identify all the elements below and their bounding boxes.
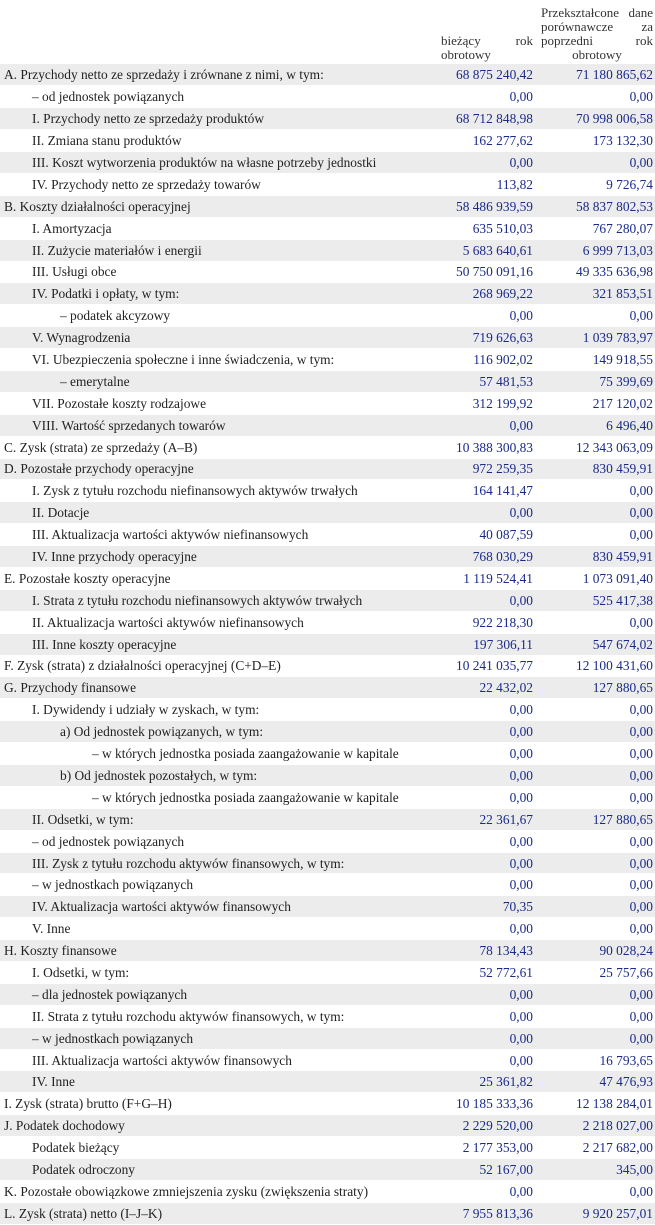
current-year-value: 0,00	[437, 1027, 535, 1049]
previous-year-value: 90 028,24	[535, 940, 655, 962]
table-row	[0, 830, 655, 852]
current-year-value: 0,00	[437, 830, 535, 852]
table-row	[0, 567, 655, 589]
previous-year-value: 149 918,55	[535, 349, 655, 371]
table-row	[0, 918, 655, 940]
row-label: E. Pozostałe koszty operacyjne	[0, 567, 437, 589]
row-label: II. Aktualizacja wartości aktywów niefinansowych	[0, 611, 437, 633]
current-year-value: 0,00	[437, 721, 535, 743]
previous-year-value: 0,00	[535, 830, 655, 852]
table-row	[0, 370, 655, 392]
previous-year-value: 16 793,65	[535, 1049, 655, 1071]
previous-year-value: 71 180 865,62	[535, 64, 655, 86]
previous-year-value: 547 674,02	[535, 633, 655, 655]
table-row	[0, 195, 655, 217]
table-row	[0, 392, 655, 414]
previous-year-value: 49 335 636,98	[535, 261, 655, 283]
row-label: I. Zysk z tytułu rozchodu niefinansowych aktywów trwałych	[0, 480, 437, 502]
row-label: IV. Podatki i opłaty, w tym:	[0, 283, 437, 305]
row-label: – podatek akcyzowy	[0, 305, 437, 327]
row-label: C. Zysk (strata) ze sprzedaży (A–B)	[0, 436, 437, 458]
previous-year-value: 12 343 063,09	[535, 436, 655, 458]
current-year-value: 162 277,62	[437, 130, 535, 152]
header-label-cell	[0, 0, 437, 64]
row-label: III. Aktualizacja wartości aktywów niefinansowych	[0, 524, 437, 546]
current-year-value: 922 218,30	[437, 611, 535, 633]
current-year-value: 0,00	[437, 86, 535, 108]
previous-year-value: 0,00	[535, 896, 655, 918]
previous-year-value: 2 218 027,00	[535, 1115, 655, 1137]
current-year-value: 972 259,35	[437, 458, 535, 480]
table-row	[0, 217, 655, 239]
current-year-value: 2 177 353,00	[437, 1137, 535, 1159]
table-row	[0, 786, 655, 808]
table-row	[0, 874, 655, 896]
previous-year-value: 0,00	[535, 721, 655, 743]
previous-year-value: 9 920 257,01	[535, 1202, 655, 1224]
table-row	[0, 305, 655, 327]
previous-year-value: 2 217 682,00	[535, 1137, 655, 1159]
current-year-value: 164 141,47	[437, 480, 535, 502]
table-row	[0, 173, 655, 195]
table-row	[0, 721, 655, 743]
current-year-value: 7 955 813,36	[437, 1202, 535, 1224]
current-year-value: 0,00	[437, 414, 535, 436]
table-row	[0, 1159, 655, 1181]
row-label: II. Zmiana stanu produktów	[0, 130, 437, 152]
table-row	[0, 327, 655, 349]
row-label: B. Koszty działalności operacyjnej	[0, 195, 437, 217]
previous-year-value: 70 998 006,58	[535, 108, 655, 130]
row-label: – w jednostkach powiązanych	[0, 874, 437, 896]
table-row	[0, 765, 655, 787]
previous-year-value: 0,00	[535, 743, 655, 765]
previous-year-value: 12 138 284,01	[535, 1093, 655, 1115]
row-label: IV. Aktualizacja wartości aktywów finansowych	[0, 896, 437, 918]
previous-year-value: 217 120,02	[535, 392, 655, 414]
current-year-value: 116 902,02	[437, 349, 535, 371]
row-label: VIII. Wartość sprzedanych towarów	[0, 414, 437, 436]
table-row	[0, 152, 655, 174]
previous-year-value: 1 073 091,40	[535, 567, 655, 589]
row-label: H. Koszty finansowe	[0, 940, 437, 962]
current-year-value: 2 229 520,00	[437, 1115, 535, 1137]
current-year-value: 0,00	[437, 589, 535, 611]
row-label: a) Od jednostek powiązanych, w tym:	[0, 721, 437, 743]
current-year-value: 0,00	[437, 786, 535, 808]
row-label: III. Koszt wytworzenia produktów na własne potrzeby jednostki	[0, 152, 437, 174]
current-year-value: 268 969,22	[437, 283, 535, 305]
current-year-value: 25 361,82	[437, 1071, 535, 1093]
current-year-value: 0,00	[437, 699, 535, 721]
current-year-value: 10 241 035,77	[437, 655, 535, 677]
previous-year-value: 321 853,51	[535, 283, 655, 305]
row-label: V. Inne	[0, 918, 437, 940]
row-label: – od jednostek powiązanych	[0, 830, 437, 852]
previous-year-value: 173 132,30	[535, 130, 655, 152]
previous-year-value: 25 757,66	[535, 962, 655, 984]
table-row	[0, 1137, 655, 1159]
current-year-value: 0,00	[437, 983, 535, 1005]
previous-year-value: 0,00	[535, 305, 655, 327]
current-year-value: 768 030,29	[437, 546, 535, 568]
current-year-value: 68 712 848,98	[437, 108, 535, 130]
table-row	[0, 1049, 655, 1071]
table-row	[0, 743, 655, 765]
previous-year-value: 0,00	[535, 480, 655, 502]
previous-year-value: 830 459,91	[535, 458, 655, 480]
previous-year-value: 0,00	[535, 786, 655, 808]
row-label: Podatek bieżący	[0, 1137, 437, 1159]
row-label: III. Usługi obce	[0, 261, 437, 283]
previous-year-value: 75 399,69	[535, 370, 655, 392]
previous-year-value: 0,00	[535, 852, 655, 874]
previous-year-value: 0,00	[535, 1005, 655, 1027]
table-row	[0, 633, 655, 655]
row-label: G. Przychody finansowe	[0, 677, 437, 699]
table-row	[0, 414, 655, 436]
row-label: IV. Przychody netto ze sprzedaży towarów	[0, 173, 437, 195]
row-label: VI. Ubezpieczenia społeczne i inne świadczenia, w tym:	[0, 349, 437, 371]
row-label: II. Dotacje	[0, 502, 437, 524]
current-year-value: 635 510,03	[437, 217, 535, 239]
current-year-value: 0,00	[437, 918, 535, 940]
row-label: III. Aktualizacja wartości aktywów finansowych	[0, 1049, 437, 1071]
row-label: II. Zużycie materiałów i energii	[0, 239, 437, 261]
table-row	[0, 261, 655, 283]
table-row	[0, 808, 655, 830]
row-label: IV. Inne	[0, 1071, 437, 1093]
current-year-value: 312 199,92	[437, 392, 535, 414]
current-year-value: 1 119 524,41	[437, 567, 535, 589]
current-year-value: 78 134,43	[437, 940, 535, 962]
row-label: I. Zysk (strata) brutto (F+G–H)	[0, 1093, 437, 1115]
previous-year-value: 1 039 783,97	[535, 327, 655, 349]
previous-year-value: 0,00	[535, 86, 655, 108]
previous-year-value: 0,00	[535, 502, 655, 524]
row-label: – w których jednostka posiada zaangażowanie w kapitale	[0, 743, 437, 765]
row-label: III. Inne koszty operacyjne	[0, 633, 437, 655]
table-row	[0, 677, 655, 699]
current-year-value: 5 683 640,61	[437, 239, 535, 261]
row-label: F. Zysk (strata) z działalności operacyjnej (C+D–E)	[0, 655, 437, 677]
previous-year-value: 6 496,40	[535, 414, 655, 436]
row-label: IV. Inne przychody operacyjne	[0, 546, 437, 568]
current-year-value: 0,00	[437, 152, 535, 174]
table-row	[0, 699, 655, 721]
table-row	[0, 86, 655, 108]
current-year-value: 0,00	[437, 874, 535, 896]
header-current-year: bieżący rok obrotowy	[441, 33, 533, 62]
current-year-value: 52 167,00	[437, 1159, 535, 1181]
table-body	[0, 64, 655, 1224]
table-row	[0, 349, 655, 371]
table-row	[0, 983, 655, 1005]
previous-year-value: 767 280,07	[535, 217, 655, 239]
table-row	[0, 502, 655, 524]
table-row	[0, 546, 655, 568]
row-label: b) Od jednostek pozostałych, w tym:	[0, 765, 437, 787]
table-row	[0, 589, 655, 611]
current-year-value: 0,00	[437, 1005, 535, 1027]
row-label: – emerytalne	[0, 370, 437, 392]
row-label: J. Podatek dochodowy	[0, 1115, 437, 1137]
table-row	[0, 108, 655, 130]
previous-year-value: 0,00	[535, 765, 655, 787]
current-year-value: 0,00	[437, 852, 535, 874]
current-year-value: 58 486 939,59	[437, 195, 535, 217]
table-row	[0, 1180, 655, 1202]
previous-year-value: 0,00	[535, 983, 655, 1005]
table-row	[0, 940, 655, 962]
previous-year-value: 9 726,74	[535, 173, 655, 195]
current-year-value: 22 361,67	[437, 808, 535, 830]
table-row	[0, 458, 655, 480]
current-year-value: 719 626,63	[437, 327, 535, 349]
table-row	[0, 1115, 655, 1137]
previous-year-value: 0,00	[535, 1180, 655, 1202]
table-row	[0, 1202, 655, 1224]
row-label: L. Zysk (strata) netto (I–J–K)	[0, 1202, 437, 1224]
previous-year-value: 0,00	[535, 524, 655, 546]
row-label: II. Strata z tytułu rozchodu aktywów finansowych, w tym:	[0, 1005, 437, 1027]
previous-year-value: 0,00	[535, 1027, 655, 1049]
current-year-value: 0,00	[437, 502, 535, 524]
previous-year-value: 58 837 802,53	[535, 195, 655, 217]
table-row	[0, 1005, 655, 1027]
row-label: V. Wynagrodzenia	[0, 327, 437, 349]
row-label: I. Odsetki, w tym:	[0, 962, 437, 984]
previous-year-value: 0,00	[535, 699, 655, 721]
row-label: II. Odsetki, w tym:	[0, 808, 437, 830]
previous-year-value: 345,00	[535, 1159, 655, 1181]
row-label: D. Pozostałe przychody operacyjne	[0, 458, 437, 480]
table-row	[0, 1093, 655, 1115]
current-year-value: 197 306,11	[437, 633, 535, 655]
table-row	[0, 655, 655, 677]
row-label: III. Zysk z tytułu rozchodu aktywów finansowych, w tym:	[0, 852, 437, 874]
table-row	[0, 896, 655, 918]
table-row	[0, 1027, 655, 1049]
previous-year-value: 0,00	[535, 874, 655, 896]
row-label: – dla jednostek powiązanych	[0, 983, 437, 1005]
previous-year-value: 12 100 431,60	[535, 655, 655, 677]
current-year-value: 68 875 240,42	[437, 64, 535, 86]
current-year-value: 0,00	[437, 1180, 535, 1202]
current-year-value: 0,00	[437, 305, 535, 327]
table-row	[0, 852, 655, 874]
current-year-value: 40 087,59	[437, 524, 535, 546]
previous-year-value: 0,00	[535, 918, 655, 940]
current-year-value: 10 388 300,83	[437, 436, 535, 458]
table-row	[0, 1071, 655, 1093]
row-label: I. Przychody netto ze sprzedaży produktów	[0, 108, 437, 130]
current-year-value: 0,00	[437, 743, 535, 765]
table-row	[0, 283, 655, 305]
previous-year-value: 6 999 713,03	[535, 239, 655, 261]
current-year-value: 113,82	[437, 173, 535, 195]
table-row	[0, 611, 655, 633]
row-label: K. Pozostałe obowiązkowe zmniejszenia zysku (zwiększenia straty)	[0, 1180, 437, 1202]
header-previous-year: Przekształcone dane porównawcze za poprzedni rok obrotowy	[541, 5, 653, 62]
current-year-value: 22 432,02	[437, 677, 535, 699]
current-year-value: 0,00	[437, 765, 535, 787]
current-year-value: 57 481,53	[437, 370, 535, 392]
row-label: Podatek odroczony	[0, 1159, 437, 1181]
row-label: I. Strata z tytułu rozchodu niefinansowych aktywów trwałych	[0, 589, 437, 611]
table-row	[0, 436, 655, 458]
row-label: A. Przychody netto ze sprzedaży i zrównane z nimi, w tym:	[0, 64, 437, 86]
row-label: I. Dywidendy i udziały w zyskach, w tym:	[0, 699, 437, 721]
current-year-value: 52 772,61	[437, 962, 535, 984]
table-row	[0, 239, 655, 261]
table-row	[0, 524, 655, 546]
table-row	[0, 130, 655, 152]
row-label: I. Amortyzacja	[0, 217, 437, 239]
table-row	[0, 64, 655, 86]
row-label: – w jednostkach powiązanych	[0, 1027, 437, 1049]
current-year-value: 70,35	[437, 896, 535, 918]
table-header-row	[0, 0, 655, 64]
current-year-value: 10 185 333,36	[437, 1093, 535, 1115]
previous-year-value: 0,00	[535, 611, 655, 633]
previous-year-value: 127 880,65	[535, 677, 655, 699]
previous-year-value: 525 417,38	[535, 589, 655, 611]
row-label: – od jednostek powiązanych	[0, 86, 437, 108]
previous-year-value: 47 476,93	[535, 1071, 655, 1093]
current-year-value: 50 750 091,16	[437, 261, 535, 283]
table-row	[0, 480, 655, 502]
current-year-value: 0,00	[437, 1049, 535, 1071]
row-label: – w których jednostka posiada zaangażowanie w kapitale	[0, 786, 437, 808]
previous-year-value: 830 459,91	[535, 546, 655, 568]
table-row	[0, 962, 655, 984]
previous-year-value: 127 880,65	[535, 808, 655, 830]
row-label: VII. Pozostałe koszty rodzajowe	[0, 392, 437, 414]
previous-year-value: 0,00	[535, 152, 655, 174]
